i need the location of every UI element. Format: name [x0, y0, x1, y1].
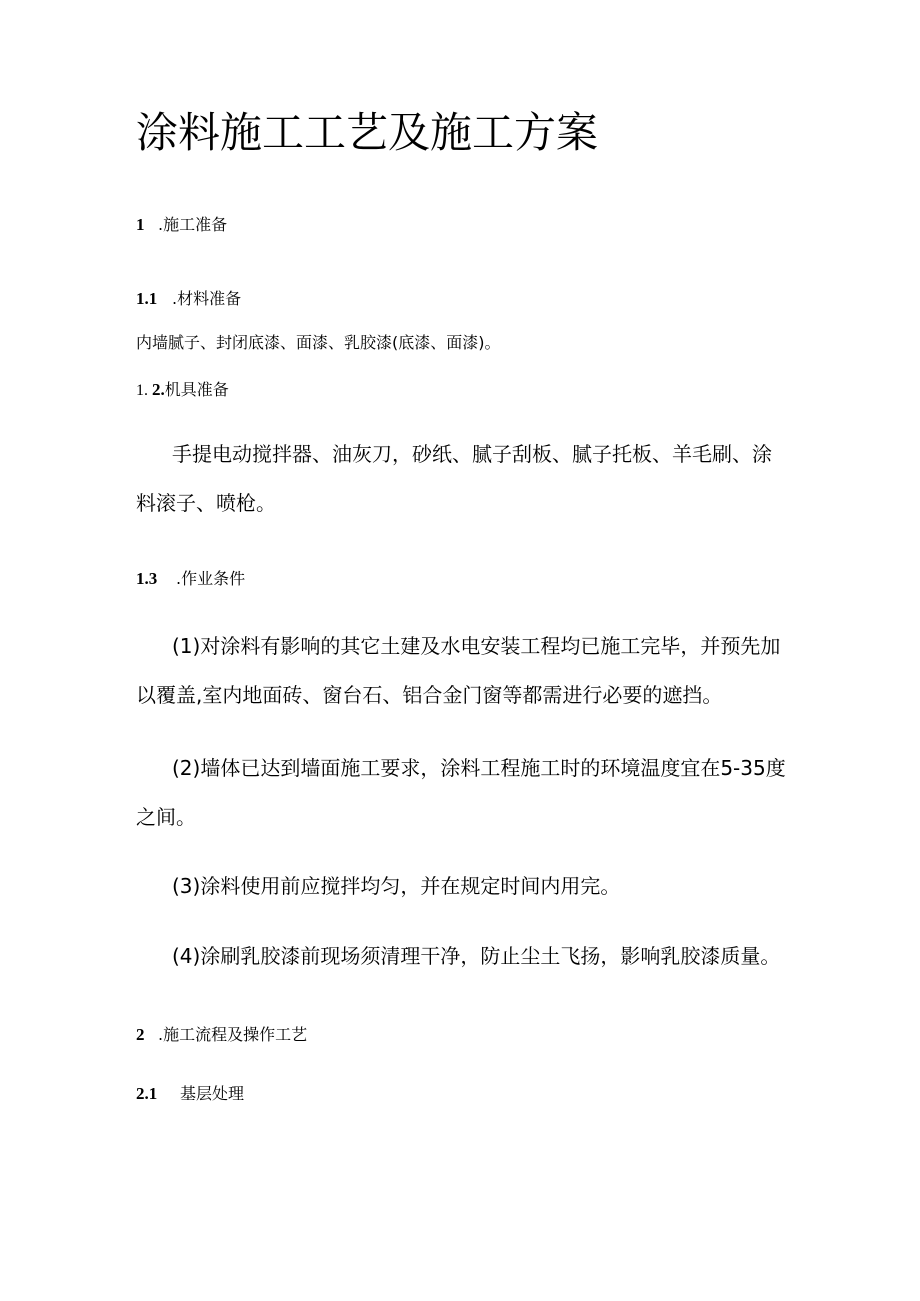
section-label: .材料准备 — [172, 289, 242, 308]
section-heading-2 — [136, 1024, 307, 1046]
section-label: 机具准备 — [164, 380, 229, 399]
section-number: 2.1 — [136, 1084, 158, 1103]
section-number-prefix: 1. — [136, 382, 148, 399]
condition-paragraph: (2)墙体已达到墙面施工要求，涂料工程施工时的环境温度宜在5-35度之间。 — [136, 756, 786, 829]
section-label: .作业条件 — [176, 569, 246, 588]
section-heading-1-3 — [136, 568, 245, 590]
section-number: 1.1 — [136, 289, 158, 308]
section-heading-1-2 — [136, 379, 229, 402]
condition-paragraph: (4)涂刷乳胶漆前现场须清理干净，防止尘土飞扬，影响乳胶漆质量。 — [172, 944, 781, 968]
section-heading-1 — [136, 214, 227, 236]
section-number: 2. — [152, 380, 165, 399]
section-label: 基层处理 — [180, 1084, 245, 1103]
materials-text: 内墙腻子、封闭底漆、面漆、乳胶漆(底漆、面漆)。 — [136, 333, 501, 352]
section-number: 2 — [136, 1025, 145, 1044]
tools-paragraph: 手提电动搅拌器、油灰刀，砂纸、腻子刮板、腻子托板、羊毛刷、涂料滚子、喷枪。 — [136, 442, 772, 515]
section-label: .施工流程及操作工艺 — [158, 1025, 308, 1044]
condition-paragraph: (3)涂料使用前应搅拌均匀，并在规定时间内用完。 — [172, 874, 621, 898]
section-label: .施工准备 — [158, 215, 228, 234]
section-number: 1.3 — [136, 569, 158, 588]
section-number: 1 — [136, 215, 145, 234]
condition-paragraph: (1)对涂料有影响的其它土建及水电安装工程均已施工完毕，并预先加以覆盖,室内地面砖、窗台石、铝合金门窗等都需进行必要的遮挡。 — [136, 634, 781, 707]
section-heading-2-1 — [136, 1083, 244, 1105]
document-title: 涂料施工工艺及施工方案 — [136, 108, 599, 157]
section-heading-1-1 — [136, 288, 241, 310]
